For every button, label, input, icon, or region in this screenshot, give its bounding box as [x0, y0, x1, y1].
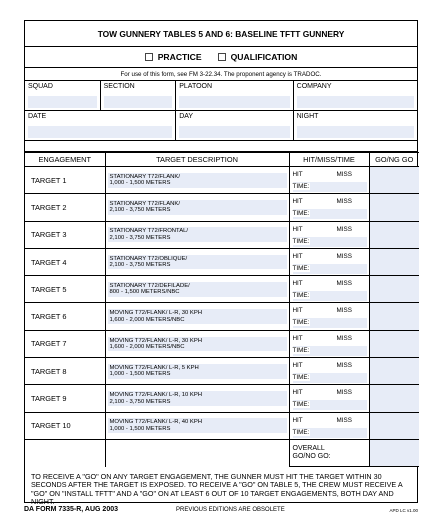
gunnery-form — [24, 20, 418, 506]
description-line-1: STATIONARY T72/FLANK/ — [109, 173, 180, 180]
qualification-option[interactable] — [218, 52, 298, 62]
gonogo-input[interactable] — [369, 303, 419, 330]
description-fill — [108, 255, 287, 270]
squad-label: SQUAD — [28, 83, 53, 90]
time-label: TIME: — [292, 292, 310, 300]
overall-gonogo-input[interactable] — [369, 439, 419, 466]
overall-label-2: GO/NO GO: — [292, 453, 331, 461]
description-line-1: STATIONARY T72/FRONTAL/ — [109, 228, 189, 235]
qualification-label: QUALIFICATION — [230, 52, 298, 62]
hitmiss-header: HIT/MISS/TIME — [289, 153, 369, 167]
engagement-cell: TARGET 10 — [25, 412, 105, 439]
day-input[interactable] — [179, 126, 289, 138]
time-input[interactable] — [293, 291, 367, 301]
description-line-1: MOVING T72/FLANK/ L-R, 5 KPH — [109, 364, 199, 371]
date-input[interactable] — [28, 126, 172, 138]
description-fill — [108, 227, 287, 242]
time-label: TIME: — [292, 374, 310, 382]
description-line-2: 1,000 - 1,500 METERS — [109, 180, 171, 187]
miss-option[interactable]: MISS — [336, 334, 352, 342]
form-footer — [24, 506, 418, 520]
gonogo-input[interactable] — [369, 194, 419, 221]
platoon-field — [176, 81, 293, 110]
miss-option[interactable]: MISS — [336, 280, 352, 288]
hitmiss-cell — [289, 167, 369, 194]
date-field — [25, 111, 176, 140]
time-input[interactable] — [293, 318, 367, 328]
description-fill — [108, 173, 287, 188]
engagement-header: ENGAGEMENT — [25, 153, 105, 167]
miss-option[interactable]: MISS — [336, 416, 352, 424]
hitmiss-cell — [289, 276, 369, 303]
hitmiss-cell — [289, 303, 369, 330]
time-input[interactable] — [293, 346, 367, 356]
description-line-2: 2,100 - 3,750 METERS — [109, 234, 171, 241]
time-input[interactable] — [293, 237, 367, 247]
qualification-checkbox[interactable] — [218, 53, 226, 61]
platoon-label: PLATOON — [179, 83, 213, 90]
company-field — [294, 81, 417, 110]
table-row — [25, 358, 419, 385]
time-input[interactable] — [293, 400, 367, 410]
table-row — [25, 385, 419, 412]
engagement-cell: TARGET 8 — [25, 358, 105, 385]
engagement-cell: TARGET 4 — [25, 248, 105, 275]
time-label: TIME: — [292, 346, 310, 354]
overall-blank-1 — [25, 439, 105, 466]
description-fill — [108, 200, 287, 215]
description-line-2: 800 - 1,500 METERS/NBC — [109, 289, 180, 296]
engagement-cell: TARGET 9 — [25, 385, 105, 412]
overall-row — [25, 439, 419, 466]
description-cell — [105, 385, 289, 412]
hitmiss-line — [293, 307, 367, 316]
gonogo-input[interactable] — [369, 248, 419, 275]
hit-option[interactable]: HIT — [292, 252, 303, 260]
miss-option[interactable]: MISS — [336, 171, 352, 178]
miss-option[interactable]: MISS — [336, 252, 352, 260]
engagement-cell: TARGET 5 — [25, 276, 105, 303]
description-line-2: 2,100 - 3,750 METERS — [109, 398, 171, 405]
engagement-cell: TARGET 7 — [25, 330, 105, 357]
description-line-1: STATIONARY T72/FLANK/ — [109, 201, 180, 208]
description-line-1: MOVING T72/FLANK/ L-R, 10 KPH — [109, 392, 203, 399]
practice-label: PRACTICE — [157, 52, 202, 62]
practice-checkbox[interactable] — [145, 53, 153, 61]
time-label: TIME: — [292, 210, 310, 218]
description-fill — [108, 364, 287, 379]
time-label: TIME: — [292, 401, 310, 409]
description-fill — [108, 309, 287, 324]
hitmiss-cell — [289, 194, 369, 221]
night-field — [294, 111, 417, 140]
hit-option[interactable]: HIT — [292, 171, 303, 178]
description-line-1: MOVING T72/FLANK/ L-R, 30 KPH — [109, 310, 203, 317]
hitmiss-cell — [289, 412, 369, 439]
date-label: DATE — [28, 113, 47, 120]
time-label: TIME: — [292, 237, 310, 245]
gonogo-input[interactable] — [369, 412, 419, 439]
table-row — [25, 412, 419, 439]
hitmiss-line — [293, 253, 367, 262]
practice-option[interactable] — [145, 52, 202, 62]
description-line-2: 1,000 - 1,500 METERS — [109, 371, 171, 378]
time-input[interactable] — [293, 264, 367, 274]
gonogo-input[interactable] — [369, 276, 419, 303]
hitmiss-cell — [289, 330, 369, 357]
description-fill — [108, 391, 287, 406]
overall-label — [289, 439, 369, 466]
time-input[interactable] — [293, 428, 367, 438]
description-line-1: STATIONARY T72/DEFILADE/ — [109, 282, 190, 289]
instructions-text: TO RECEIVE A "GO" ON ANY TARGET ENGAGEMENT, THE GUNNER MUST HIT THE TARGET WITHIN 30 SECONDS AFTER THE TARGET IS EXPOSED. TO RECEIVE A "GO" ON TABLE 5, THE CREW MUST RECEIVE A "GO" ON "INSTALL TFTT" AND A "GO" ON AT LEAST 6 OUT OF 10 TARGET ENGAGEMENTS, BOTH DAY AND NIGHT. — [31, 472, 403, 506]
table-type-options — [25, 47, 417, 67]
description-line-2: 2,100 - 3,750 METERS — [109, 207, 171, 214]
engagement-cell: TARGET 2 — [25, 194, 105, 221]
hitmiss-cell — [289, 358, 369, 385]
description-cell — [105, 303, 289, 330]
description-cell — [105, 221, 289, 248]
description-cell — [105, 248, 289, 275]
hit-option[interactable]: HIT — [292, 225, 303, 233]
form-id: DA FORM 7335-R, AUG 2003 — [24, 506, 119, 513]
description-line-1: MOVING T72/FLANK/ L-R, 40 KPH — [109, 419, 203, 426]
gonogo-input[interactable] — [369, 221, 419, 248]
unit-fields-row — [25, 81, 417, 111]
hitmiss-line — [293, 171, 367, 180]
description-header: TARGET DESCRIPTION — [105, 153, 289, 167]
hit-option[interactable]: HIT — [292, 416, 303, 424]
gonogo-input[interactable] — [369, 358, 419, 385]
table-header-row — [25, 153, 419, 167]
table-row — [25, 303, 419, 330]
engagement-cell: TARGET 3 — [25, 221, 105, 248]
hitmiss-line — [293, 335, 367, 344]
description-cell — [105, 358, 289, 385]
hitmiss-cell — [289, 248, 369, 275]
miss-option[interactable]: MISS — [336, 225, 352, 233]
company-label: COMPANY — [296, 83, 332, 90]
miss-option[interactable]: MISS — [336, 389, 352, 397]
time-label: TIME: — [292, 183, 310, 190]
hitmiss-line — [293, 389, 367, 398]
hit-option[interactable]: HIT — [292, 389, 303, 397]
description-line-2: 1,600 - 2,000 METERS/NBC — [109, 343, 185, 350]
proponent-note: For use of this form, see FM 3-22.34. The proponent agency is TRADOC. — [25, 67, 417, 81]
description-cell — [105, 276, 289, 303]
table-row — [25, 248, 419, 275]
description-cell — [105, 330, 289, 357]
section-label: SECTION — [103, 83, 135, 90]
time-label: TIME: — [292, 264, 310, 272]
description-fill — [108, 418, 287, 433]
gonogo-header: GO/NG GO — [369, 153, 419, 167]
hitmiss-cell — [289, 221, 369, 248]
time-input[interactable] — [293, 182, 367, 192]
section-divider — [25, 141, 417, 152]
hit-option[interactable]: HIT — [292, 280, 303, 288]
squad-input[interactable] — [28, 96, 97, 108]
form-title: TOW GUNNERY TABLES 5 AND 6: BASELINE TFTT GUNNERY — [25, 21, 417, 47]
table-row — [25, 167, 419, 194]
night-input[interactable] — [297, 126, 414, 138]
version-tag: APD LC v1.00 — [389, 508, 418, 513]
description-line-1: STATIONARY T72/OBLIQUE/ — [109, 255, 188, 262]
night-label: NIGHT — [296, 113, 319, 120]
hit-option[interactable]: HIT — [292, 307, 303, 315]
gonogo-input[interactable] — [369, 167, 419, 194]
hitmiss-line — [293, 226, 367, 235]
hitmiss-line — [293, 362, 367, 371]
gonogo-input[interactable] — [369, 330, 419, 357]
time-label: TIME: — [292, 428, 310, 436]
editions-note: PREVIOUS EDITIONS ARE OBSOLETE — [176, 507, 285, 513]
company-input[interactable] — [297, 96, 414, 108]
hitmiss-line — [293, 198, 367, 207]
hit-option[interactable]: HIT — [292, 334, 303, 342]
description-line-2: 1,600 - 2,000 METERS/NBC — [109, 316, 185, 323]
section-input[interactable] — [104, 96, 173, 108]
miss-option[interactable]: MISS — [336, 362, 352, 370]
overall-label-1: OVERALL — [292, 445, 325, 453]
engagement-cell: TARGET 6 — [25, 303, 105, 330]
description-cell — [105, 412, 289, 439]
table-row — [25, 330, 419, 357]
day-field — [176, 111, 293, 140]
hitmiss-cell — [289, 385, 369, 412]
engagement-table — [25, 152, 419, 467]
table-row — [25, 221, 419, 248]
gonogo-input[interactable] — [369, 385, 419, 412]
table-row — [25, 276, 419, 303]
description-line-2: 2,100 - 3,750 METERS — [109, 262, 171, 269]
hitmiss-line — [293, 280, 367, 289]
platoon-input[interactable] — [179, 96, 289, 108]
table-row — [25, 194, 419, 221]
description-cell — [105, 194, 289, 221]
date-fields-row — [25, 111, 417, 141]
day-label: DAY — [179, 113, 194, 120]
miss-option[interactable]: MISS — [336, 307, 352, 315]
hitmiss-line — [293, 417, 367, 426]
time-label: TIME: — [292, 319, 310, 327]
hit-option[interactable]: HIT — [292, 362, 303, 370]
description-cell — [105, 167, 289, 194]
squad-field — [25, 81, 101, 110]
description-fill — [108, 282, 287, 297]
hit-option[interactable]: HIT — [292, 198, 303, 206]
overall-blank-2 — [105, 439, 289, 466]
description-line-2: 1,000 - 1,500 METERS — [109, 425, 171, 432]
miss-option[interactable]: MISS — [336, 198, 352, 206]
engagement-cell: TARGET 1 — [25, 167, 105, 194]
time-input[interactable] — [293, 373, 367, 383]
section-field — [101, 81, 177, 110]
description-fill — [108, 337, 287, 352]
description-line-1: MOVING T72/FLANK/ L-R, 30 KPH — [109, 337, 203, 344]
time-input[interactable] — [293, 209, 367, 219]
